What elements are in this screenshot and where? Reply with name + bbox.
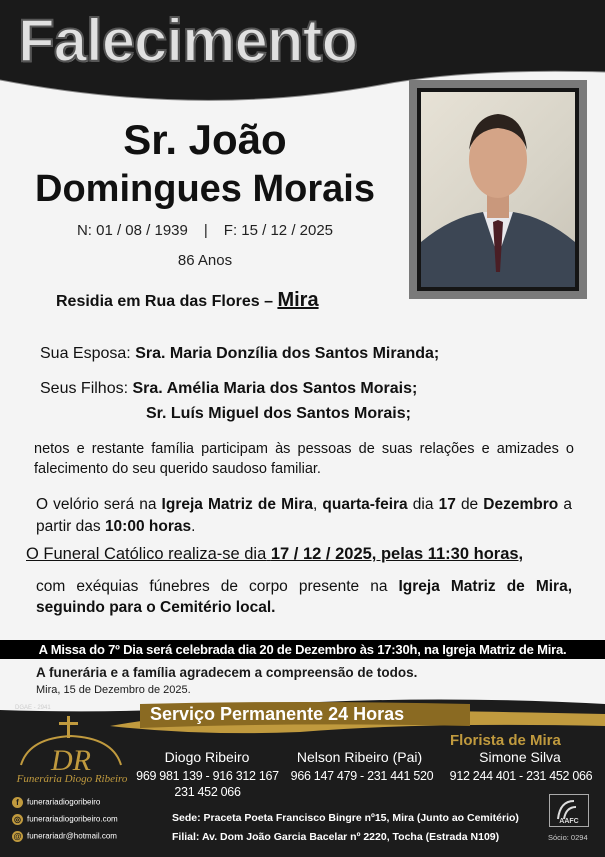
exequies-part: com exéquias fúnebres de corpo presente na — [36, 578, 388, 595]
wake-part: , — [312, 496, 318, 513]
social-facebook — [12, 797, 100, 808]
globe-icon: ◎ — [12, 814, 23, 825]
seventh-day-mass-banner: A Missa do 7º Dia será celebrada dia 20 de Dezembro às 17:30h, na Igreja Matriz de Mira. — [0, 640, 605, 659]
children-line-1 — [40, 380, 417, 398]
portrait-illustration — [421, 92, 575, 287]
page-title: Falecimento — [18, 7, 358, 74]
dgae-code: DGAE - 2941 — [15, 705, 51, 711]
wake-part: . — [191, 518, 196, 535]
wake-part: de — [460, 496, 479, 513]
wake-place: Igreja Matriz de Mira — [161, 496, 313, 513]
social-text: funerariadr@hotmail.com — [27, 831, 117, 841]
service-banner: Serviço Permanente 24 Horas — [150, 704, 405, 724]
contact-name: Nelson Ribeiro (Pai) — [296, 749, 423, 765]
contact-phone: 912 244 401 - 231 452 066 — [449, 769, 593, 783]
logo-letters: DR — [51, 744, 91, 777]
thanks-text: A funerária e a família agradecem a compreensão de todos. — [36, 665, 418, 680]
spouse-name: Sra. Maria Donzília dos Santos Miranda; — [135, 345, 440, 362]
birth-date: N: 01 / 08 / 1939 — [76, 222, 188, 239]
deceased-name-line1: Sr. João — [123, 116, 287, 163]
funeral-text: O Funeral Católico realiza-se dia — [26, 545, 267, 563]
spouse-label: Sua Esposa: — [40, 345, 131, 362]
social-text: funerariadiogoribeiro — [27, 797, 101, 807]
death-date: F: 15 / 12 / 2025 — [223, 222, 334, 239]
exequies-place: Igreja Matriz de Mira, — [398, 578, 573, 595]
exequies-text — [36, 576, 572, 618]
residence-town: Mira — [277, 289, 319, 311]
child-2-name: Sr. Luís Miguel dos Santos Morais; — [146, 405, 411, 422]
contact-phone-1: 969 981 139 - 916 312 167 — [136, 769, 279, 783]
life-dates — [0, 222, 410, 239]
address-headquarters: Sede: Praceta Poeta Francisco Bingre nº15, Mira (Junto ao Cemitério) — [172, 812, 519, 824]
deceased-name-line2: Domingues Morais — [35, 168, 375, 210]
logo-caption: Funerária Diogo Ribeiro — [16, 773, 128, 785]
wake-weekday: quarta-feira — [322, 496, 408, 513]
social-text: funerariadiogoribeiro.com — [27, 814, 118, 824]
contact-phone — [130, 768, 285, 800]
wake-part: a partir das — [36, 496, 572, 535]
aafc-badge — [549, 794, 589, 827]
funeral-line — [26, 545, 523, 564]
portrait-photo — [421, 92, 575, 287]
email-icon: @ — [13, 832, 22, 841]
contact-name: Diogo Ribeiro — [164, 749, 250, 765]
wake-text — [36, 494, 572, 538]
wake-month: Dezembro — [483, 496, 559, 513]
contact-name: Simone Silva — [479, 749, 561, 765]
member-number: Sócio: 0294 — [548, 833, 588, 842]
age: 86 Anos — [177, 252, 233, 269]
date-separator: | — [203, 222, 208, 239]
contact-phone: 966 147 479 - 231 441 520 — [290, 769, 434, 783]
exequies-cemetery: seguindo para o Cemitério local. — [36, 599, 276, 616]
child-1-name: Sra. Amélia Maria dos Santos Morais; — [132, 380, 418, 397]
funeral-date: 17 / 12 / 2025, pelas 11:30 horas, — [270, 545, 524, 563]
florist-name: Florista de Mira — [450, 732, 561, 749]
children-label: Seus Filhos: — [40, 380, 129, 397]
residence-prefix: Residia em Rua das Flores – — [56, 293, 273, 310]
aafc-badge-text: AAFC — [559, 818, 579, 825]
wake-part: O velório será na — [36, 496, 157, 513]
family-text: netos e restante família participam às pessoas de suas relações e amizades o falecimento do seu querido saudoso familiar. — [34, 441, 574, 477]
place-date: Mira, 15 de Dezembro de 2025. — [36, 684, 191, 696]
contact-phone-2: 231 452 066 — [174, 785, 241, 799]
portrait-frame — [409, 80, 587, 299]
footer — [0, 696, 605, 857]
residence — [56, 289, 319, 312]
social-email — [12, 831, 117, 842]
social-website — [12, 814, 118, 825]
wake-time: 10:00 horas — [104, 518, 192, 535]
wake-part: dia — [412, 496, 434, 513]
spouse-line — [40, 345, 439, 363]
facebook-icon: f — [12, 797, 23, 808]
wake-day: 17 — [438, 496, 456, 513]
aafc-logo-icon — [550, 795, 588, 826]
address-branch: Filial: Av. Dom João Garcia Bacelar nº 2220, Tocha (Estrada N109) — [172, 831, 500, 843]
